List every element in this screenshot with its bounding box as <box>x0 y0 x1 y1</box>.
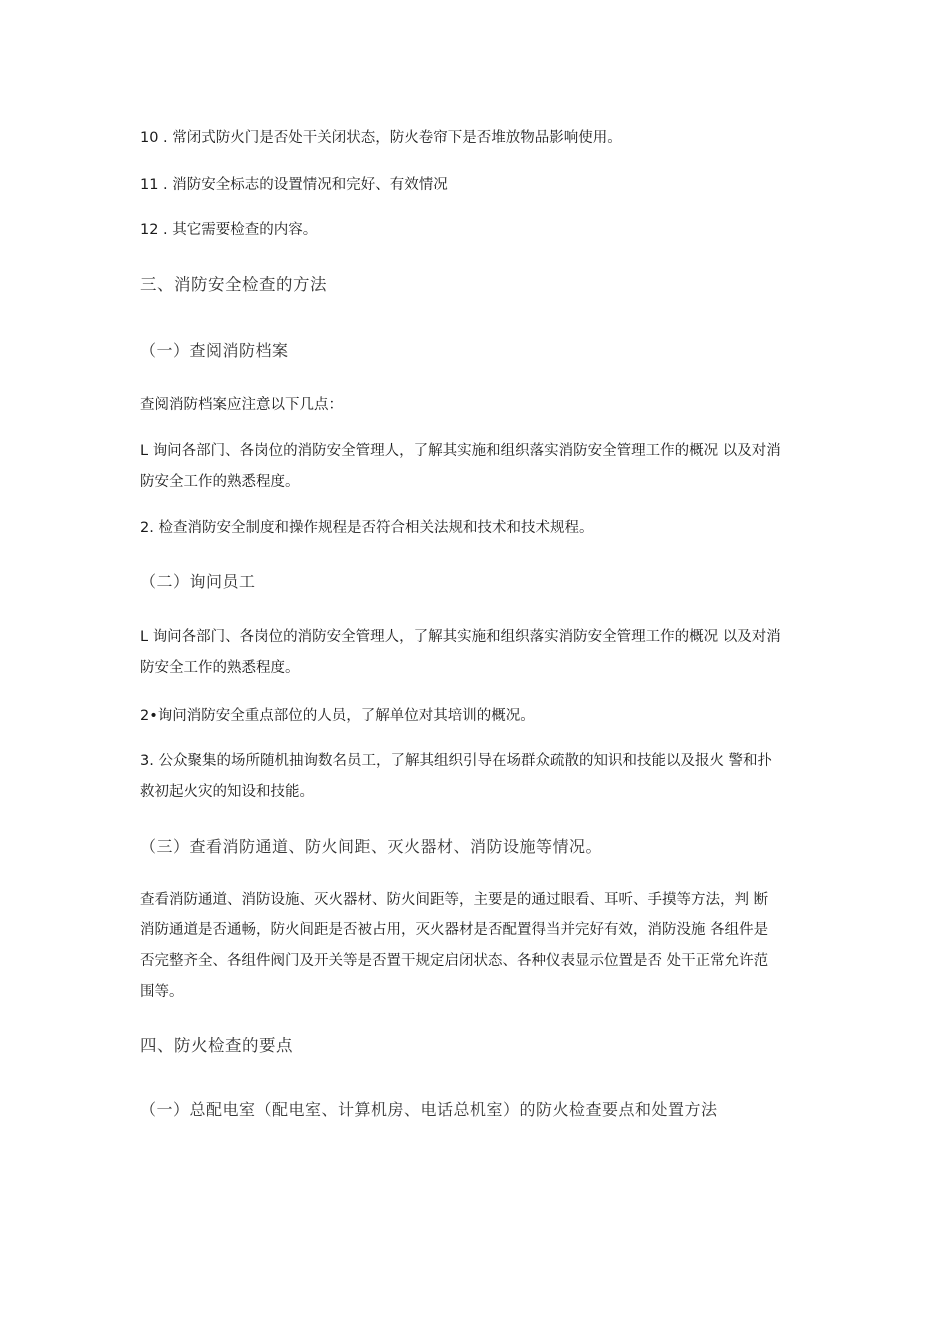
paragraph-line: L 询问各部门、各岗位的消防安全管理人，了解其实施和组织落实消防安全管理工作的概况 以及对消 <box>140 629 781 645</box>
list-item-12: 12 . 其它需要检查的内容。 <box>140 222 318 238</box>
list-item-11: 11 . 消防安全标志的设置情况和完好、有效情况 <box>140 177 448 193</box>
list-item-10: 10 . 常闭式防火门是否处干关闭状态，防火卷帘下是否堆放物品影响使用。 <box>140 130 622 146</box>
paragraph-line: 否完整齐全、各组件阀门及开关等是否置干规定启闭状态、各种仪表显示位置是否 处干正常允许范 <box>140 953 769 969</box>
paragraph-line: 防安全工作的熟悉程度。 <box>140 474 300 490</box>
paragraph-line: 防安全工作的熟悉程度。 <box>140 660 300 676</box>
paragraph-line: 2. 检查消防安全制度和操作规程是否符合相关法规和技术和技术规程。 <box>140 520 594 536</box>
section-heading-3: 三、消防安全检查的方法 <box>140 275 327 294</box>
paragraph-line: 查看消防通道、消防设施、灭火器材、防火间距等，主要是的通过眼看、耳听、手摸等方法，判 断 <box>140 892 769 908</box>
subsection-heading-3-3: （三）查看消防通道、防火间距、灭火器材、消防设施等情况。 <box>140 837 603 856</box>
paragraph-line: 2•询问消防安全重点部位的人员，了解单位对其培训的概况。 <box>140 708 535 724</box>
paragraph-line: 消防通道是否通畅，防火间距是否被占用，灭火器材是否配置得当并完好有效，消防没施 各组件是 <box>140 922 769 938</box>
paragraph-intro: 查阅消防档案应注意以下几点： <box>140 397 343 413</box>
subsection-heading-3-2: （二）询问员工 <box>140 572 256 591</box>
subsection-heading-3-1: （一）查阅消防档案 <box>140 341 289 360</box>
subsection-heading-4-1: （一）总配电室（配电室、计算机房、电话总机室）的防火检查要点和处置方法 <box>140 1100 718 1119</box>
section-heading-4: 四、防火检查的要点 <box>140 1036 293 1055</box>
paragraph-line: L 询问各部门、各岗位的消防安全管理人，了解其实施和组织落实消防安全管理工作的概况 以及对消 <box>140 443 781 459</box>
paragraph-line: 救初起火灾的知设和技能。 <box>140 784 314 800</box>
paragraph-line: 围等。 <box>140 984 184 1000</box>
paragraph-line: 3. 公众聚集的场所随机抽询数名员工，了解其组织引导在场群众疏散的知识和技能以及报火 警和扑 <box>140 753 773 769</box>
